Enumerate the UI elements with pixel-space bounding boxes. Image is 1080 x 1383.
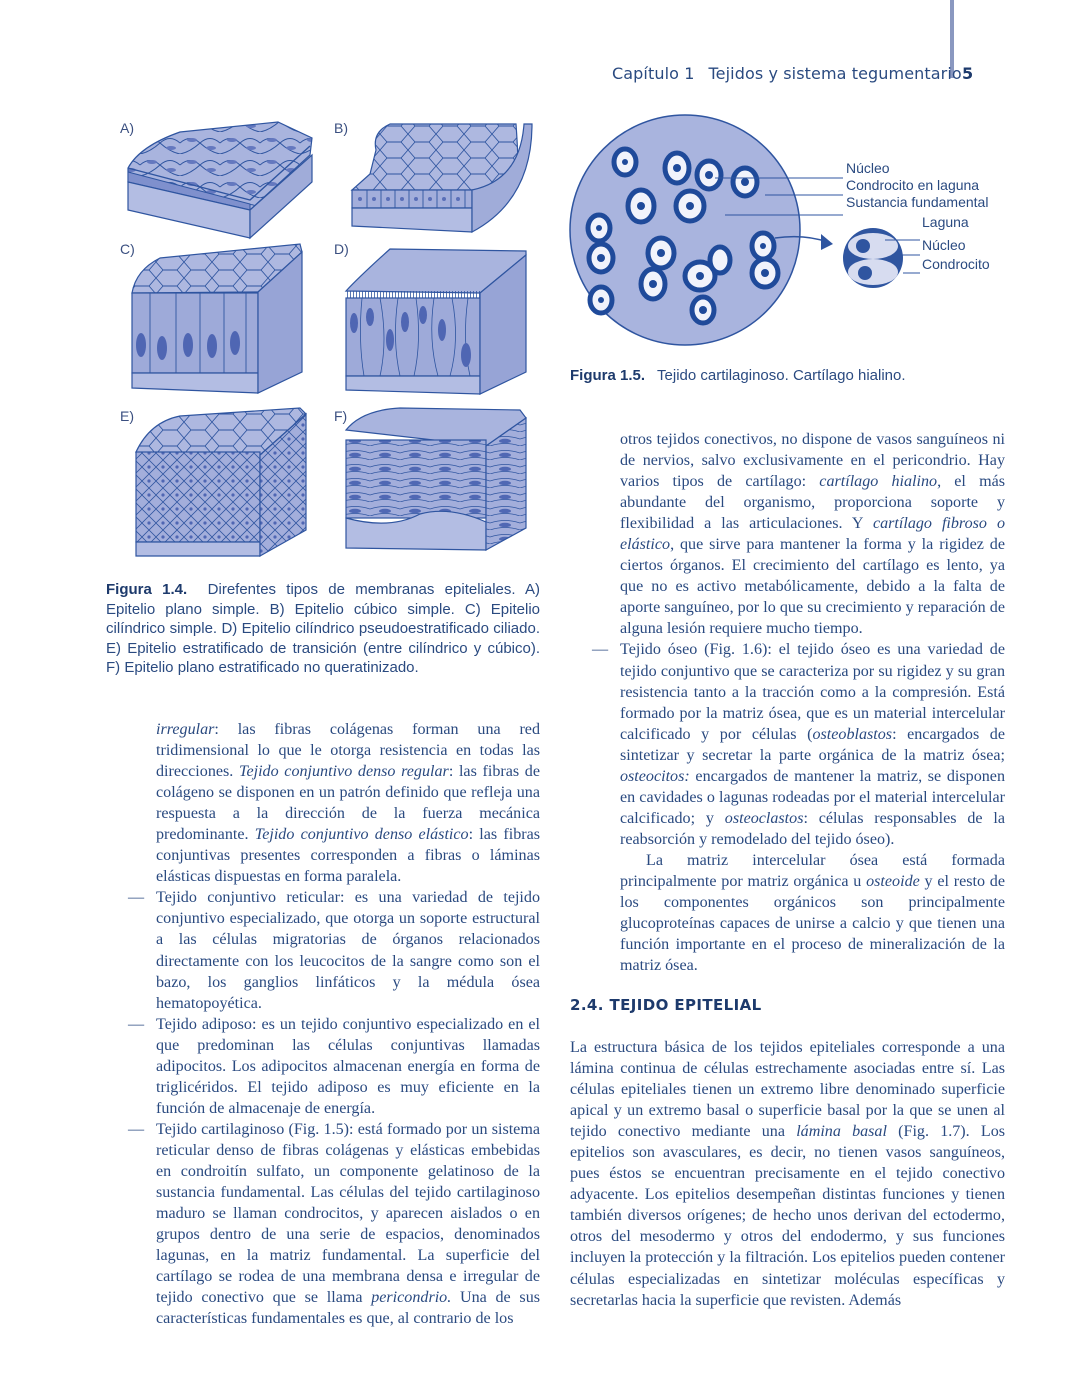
em-dash: —: [128, 1015, 145, 1033]
right-column-text: [592, 429, 1006, 976]
panel-c-illustration: [132, 244, 302, 393]
epithelium-illustrations: [100, 110, 550, 570]
panel-label-d: D): [334, 241, 349, 257]
panel-b-illustration: [352, 124, 532, 232]
figure-1-5-caption: [570, 366, 1000, 386]
text: : células responsables de la reabsorción y remodelado del tejido óseo).: [620, 809, 1005, 848]
label-sustancia-fundamental: Sustancia fundamental: [846, 194, 989, 210]
text: : las fibras conjuntivas presentes corresponden a fibras o láminas elásticas dispuestas en forma paralela.: [156, 826, 541, 886]
section-heading: 2.4. TEJIDO EPITELIAL: [570, 996, 762, 1014]
text: Tejido cartilaginoso (Fig. 1.5): está formado por un sistema reticular denso de fibras colágenas y elásticas embebidas en condroitín sulfato, un componente gelatinoso de la sustancia fundamental. Las células del tejido cartilaginoso maduro se llaman condrocitos, y aparecen aislados o en grupos dentro de una serie de espacios, denominados lagunas, en la matriz fundamental. La superficie del cartílago se rodea de una membrana densa e irregular de tejido conectivo que se llama: [156, 1120, 540, 1307]
paragraph-cartilage-continued: [620, 429, 1005, 639]
term-osteoclastos: osteoclastos: [724, 809, 804, 827]
figure-1-4-caption-text: Direfentes tipos de membranas epiteliales. A) Epitelio plano simple. B) Epitelio cúbico simple. C) Epitelio cilíndrico simple. D) Epitelio cilíndrico pseudoestratificado ciliado. E) Epitelio estratificado de transición (entre cilíndrico y cúbico). F) Epitelio plano estratificado no queratinizado.: [106, 581, 540, 676]
paragraph-epitelial: [570, 1037, 1005, 1311]
label-laguna: Laguna: [922, 214, 969, 230]
label-condrocito-en-laguna: Condrocito en laguna: [846, 177, 980, 193]
text: (Fig. 1.7). Los epitelios son avasculares, es decir, no tienen vasos sanguíneos, pues éstos se encuentran precisamente en el tejido conectivo adyacente. Los epitelios desempeñan distintas funciones y tienen también diversos orígenes; de hecho unos derivan del ectodermo, otros del mesodermo y otros del endodermo, y sus funciones incluyen la protección y la filtración. Los epitelios pueden contener células especializadas en sintetizar moléculas específicas y secretarlas hacia la superficie que revisten. Además: [570, 1123, 1006, 1309]
label-nucleo-detail: Núcleo: [922, 237, 966, 253]
figure-1-5: [565, 110, 1010, 350]
term-cartilago-fibroso: cartílago fibroso o elástico: [620, 515, 1005, 554]
text: otros tejidos conectivos, no dispone de vasos sanguíneos ni de nervios, salvo exclusivamente en el pericondrio. Hay varios tipos de cartílago:: [620, 431, 1005, 491]
paragraph-dense-tissue: [156, 719, 540, 887]
panel-a-illustration: [128, 122, 312, 238]
figure-1-4-caption: [106, 580, 540, 678]
hyaline-cartilage-illustration: [565, 110, 1010, 350]
term-osteocitos: osteocitos:: [620, 767, 690, 785]
text: Tejido conjuntivo reticular: es una variedad de tejido conjuntivo especializado, que otorga un soporte estructural a las células migratorias de órganos relacionados directamente con los leucocitos de la sangre como son el bazo, los ganglios linfáticos y la médula ósea hematopoyética.: [156, 889, 540, 1012]
em-dash: —: [128, 1120, 145, 1138]
panel-label-a: A): [120, 120, 134, 136]
text: Tejido adiposo: es un tejido conjuntivo especializado en el que predominan las células conjuntivas llamadas adipocitos. Los adipocitos almacenan energía en forma de triglicéridos. El tejido adiposo es muy eficiente en la función de almacenaje de energía.: [156, 1015, 540, 1117]
text: y el resto de los componentes orgánicos son principalmente glucoproteínas capaces de unirse a calcio y que tienen una función importante en el proceso de mineralización de la matriz ósea.: [620, 872, 1006, 975]
em-dash: —: [128, 889, 145, 907]
text: : las fibras colágenas forman una red tridimensional lo que le otorga resistencia en todas las direcciones.: [156, 721, 540, 781]
term-osteoide: osteoide: [866, 872, 920, 890]
label-condrocito: Condrocito: [922, 256, 990, 272]
figure-1-4: [100, 110, 550, 570]
text: , que sirve para mantener la forma y la rigidez de ciertos órganos. El crecimiento del cartílago es lento, ya que no es activo metabólicamente, debido a la falta de aporte sanguíneo, por lo que su crecimiento y reparación de alguna lesión requiere mucho tiempo.: [620, 536, 1005, 638]
term-denso-elastico: Tejido conjuntivo denso elástico: [254, 826, 469, 844]
figure-1-4-caption-label: Figura 1.4.: [106, 581, 188, 598]
panel-label-c: C): [120, 241, 135, 257]
figure-1-5-caption-label: Figura 1.5.: [570, 367, 646, 384]
list-item-reticular: [128, 887, 540, 1013]
list-item-oseo: [592, 639, 1005, 849]
panel-label-b: B): [334, 120, 348, 136]
text: La matriz intercelular ósea está formada principalmente por matriz orgánica u: [620, 851, 1005, 890]
panel-d-illustration: [346, 249, 526, 394]
text: Tejido óseo (Fig. 1.6): el tejido óseo es una variedad de tejido conjuntivo que se caracteriza por su rigidez y su gran resistencia tanto a la tracción como a la compresión. Está formado por la matriz ósea, que es un material intercelular calcificado y por células (: [620, 641, 1005, 743]
page-number: 5: [962, 64, 974, 83]
label-nucleo: Núcleo: [846, 160, 890, 176]
figure-1-5-caption-text: Tejido cartilaginoso. Cartílago hialino.: [657, 367, 906, 384]
term-denso-regular: Tejido conjuntivo denso regular: [238, 763, 449, 781]
text: : encargados de sintetizar y secretar la parte orgánica de la matriz ósea;: [620, 725, 1005, 764]
em-dash: —: [592, 641, 609, 659]
chapter-label: Capítulo 1: [612, 64, 695, 83]
term-pericondrio: pericondrio.: [371, 1289, 452, 1307]
text: : las fibras de colágeno se disponen en un patrón definido que refleja una respuesta a la dirección de la fuerza mecánica predominante.: [156, 763, 541, 844]
epithelial-tissue-text: [570, 1037, 1005, 1311]
chapter-title: Tejidos y sistema tegumentario: [708, 64, 962, 83]
panel-e-illustration: [136, 408, 306, 556]
running-header: [612, 64, 962, 83]
text: encargados de mantener la matriz, se disponen en cavidades o lagunas rodeadas por el material intercelular calcificado; y: [620, 767, 1005, 827]
text: , el más abundante del organismo, proporciona soporte y flexibilidad a las articulaciones. Y: [620, 473, 1006, 533]
text: Una de sus características fundamentales es que, al contrario de los: [156, 1289, 540, 1328]
left-column-text: [128, 719, 541, 1329]
panel-label-e: E): [120, 408, 134, 424]
paragraph-matriz-osea: [620, 850, 1005, 976]
text: La estructura básica de los tejidos epiteliales corresponde a una lámina continua de células estrechamente asociadas entre sí. Las células epiteliales tienen un extremo libre denominado superficie apical y un extremo basal o superficie basal por la que se unen al tejido conectivo mediante una: [570, 1039, 1005, 1141]
list-item-adiposo: [128, 1014, 540, 1119]
term-cartilago-hialino: cartílago hialino: [819, 473, 938, 491]
panel-f-illustration: [346, 408, 526, 550]
panel-label-f: F): [334, 408, 348, 424]
term-osteoblastos: osteoblastos: [812, 725, 893, 743]
term-lamina-basal: lámina basal: [796, 1123, 887, 1141]
term-irregular: irregular: [156, 721, 215, 738]
list-item-cartilaginoso: [128, 1119, 540, 1329]
